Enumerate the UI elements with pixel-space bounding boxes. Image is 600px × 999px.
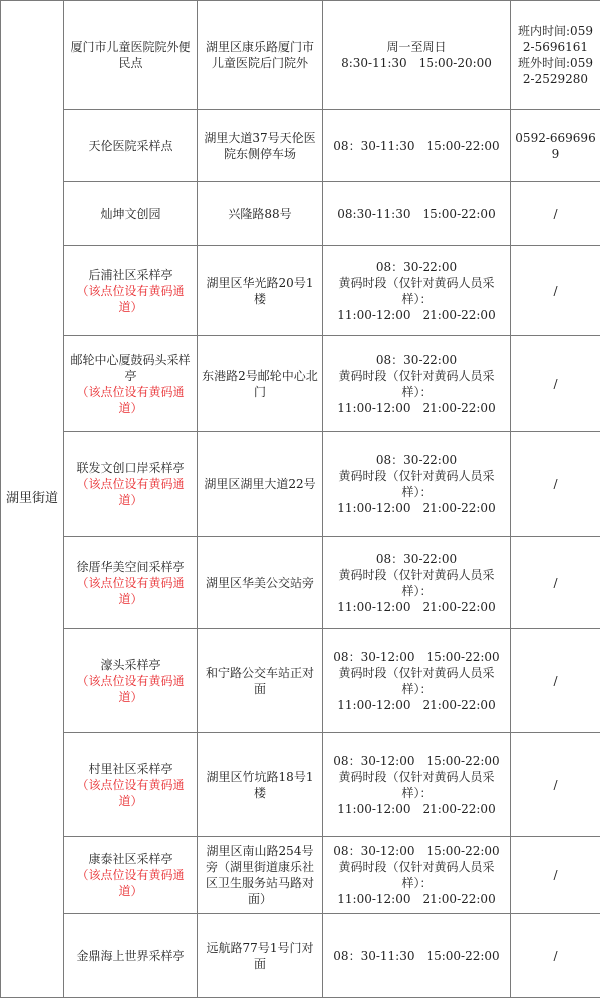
phone-line: 0592-6696969 (515, 130, 596, 161)
site-name-cell (64, 914, 198, 998)
hours-line: 11:00-12:00 21:00-22:00 (337, 801, 496, 816)
site-name-cell (64, 246, 198, 336)
phone-line: / (553, 206, 558, 221)
hours-line: 08：30-11:30 15:00-22:00 (333, 948, 500, 963)
hours-line: 8:30-11:30 15:00-20:00 (341, 56, 492, 70)
site-name: 徐厝华美空间采样亭 (76, 559, 185, 574)
hours-line: 08：30-12:00 15:00-22:00 (333, 844, 500, 858)
table-row (1, 1, 600, 110)
address-cell: 湖里大道37号天伦医院东侧停车场 (198, 110, 323, 182)
address-cell: 湖里区湖里大道22号 (198, 432, 323, 537)
hours-line: 08:30-11:30 15:00-22:00 (337, 206, 496, 221)
hours-cell (323, 914, 511, 998)
yellow-code-note: （该点位设有黄码通道） (76, 477, 185, 507)
phone-cell (511, 629, 600, 733)
site-name-cell (64, 537, 198, 629)
hours-cell (323, 837, 511, 914)
site-name: 后浦社区采样亭 (88, 267, 173, 282)
site-name-cell (64, 1, 198, 110)
yellow-code-note: （该点位设有黄码通道） (76, 777, 185, 808)
site-name-cell (64, 432, 198, 537)
hours-line: 黄码时段（仅针对黄码人员采样）： (338, 769, 495, 800)
hours-cell (323, 182, 511, 246)
phone-cell (511, 537, 600, 629)
site-name: 邮轮中心厦鼓码头采样亭 (70, 352, 191, 383)
phone-line: 班内时间:0592-5696161 (518, 24, 593, 54)
site-name: 村里社区采样亭 (88, 761, 173, 776)
hours-cell (323, 733, 511, 837)
site-name-cell (64, 629, 198, 733)
hours-line: 黄码时段（仅针对黄码人员采样）： (338, 275, 495, 306)
phone-line: / (553, 868, 558, 882)
address-cell: 兴隆路88号 (198, 182, 323, 246)
address-cell: 湖里区南山路254号旁（湖里街道康乐社区卫生服务站马路对面） (198, 837, 323, 914)
phone-line: / (553, 477, 558, 491)
hours-line: 黄码时段（仅针对黄码人员采样）： (338, 567, 495, 598)
phone-cell (511, 110, 600, 182)
hours-line: 08：30-22:00 (375, 551, 458, 566)
hours-cell (323, 432, 511, 537)
table-row (1, 537, 600, 629)
yellow-code-note: （该点位设有黄码通道） (76, 868, 185, 898)
hours-line: 黄码时段（仅针对黄码人员采样）： (338, 469, 495, 499)
site-name: 厦门市儿童医院院外便民点 (70, 40, 191, 70)
hours-line: 周一至周日 (386, 40, 447, 54)
hours-line: 黄码时段（仅针对黄码人员采样）： (338, 665, 495, 696)
hours-cell (323, 1, 511, 110)
site-name: 康泰社区采样亭 (88, 852, 173, 866)
hours-line: 08：30-22:00 (375, 453, 458, 467)
site-name: 天伦医院采样点 (88, 138, 173, 153)
phone-line: 班外时间:0592-2529280 (518, 56, 593, 86)
table-row (1, 246, 600, 336)
hours-line: 08：30-22:00 (375, 352, 458, 367)
phone-cell (511, 246, 600, 336)
phone-cell (511, 837, 600, 914)
yellow-code-note: （该点位设有黄码通道） (76, 283, 185, 314)
site-name-cell (64, 182, 198, 246)
table-body (1, 1, 600, 998)
hours-line: 黄码时段（仅针对黄码人员采样）： (338, 368, 495, 399)
phone-cell (511, 914, 600, 998)
yellow-code-note: （该点位设有黄码通道） (76, 673, 185, 704)
phone-line: / (553, 575, 558, 590)
phone-cell (511, 1, 600, 110)
phone-cell (511, 182, 600, 246)
site-name: 濠头采样亭 (100, 657, 161, 672)
yellow-code-note: （该点位设有黄码通道） (76, 384, 185, 415)
phone-cell (511, 336, 600, 432)
street-name-cell: 湖里街道 (1, 1, 64, 998)
site-name-cell (64, 110, 198, 182)
hours-line: 11:00-12:00 21:00-22:00 (337, 400, 496, 415)
address-cell: 和宁路公交车站正对面 (198, 629, 323, 733)
phone-cell (511, 733, 600, 837)
table-row (1, 182, 600, 246)
table-row (1, 432, 600, 537)
site-name: 联发文创口岸采样亭 (76, 461, 185, 475)
site-name-cell (64, 837, 198, 914)
address-cell: 湖里区康乐路厦门市儿童医院后门院外 (198, 1, 323, 110)
table-row (1, 110, 600, 182)
site-name: 金鼎海上世界采样亭 (76, 948, 185, 963)
hours-line: 11:00-12:00 21:00-22:00 (337, 697, 496, 712)
phone-line: / (553, 673, 558, 688)
address-cell: 湖里区华光路20号1楼 (198, 246, 323, 336)
table-row (1, 837, 600, 914)
hours-cell (323, 537, 511, 629)
hours-cell (323, 336, 511, 432)
phone-line: / (553, 283, 558, 298)
address-cell: 东港路2号邮轮中心北门 (198, 336, 323, 432)
hours-line: 08：30-11:30 15:00-22:00 (333, 138, 500, 153)
hours-line: 黄码时段（仅针对黄码人员采样）： (338, 860, 495, 890)
hours-cell (323, 246, 511, 336)
site-name: 灿坤文创园 (100, 206, 161, 221)
address-cell: 湖里区华美公交站旁 (198, 537, 323, 629)
hours-line: 08：30-12:00 15:00-22:00 (333, 649, 500, 664)
phone-line: / (553, 376, 558, 391)
hours-line: 11:00-12:00 21:00-22:00 (337, 501, 496, 515)
table-row (1, 336, 600, 432)
phone-line: / (553, 777, 558, 792)
address-cell: 远航路77号1号门对面 (198, 914, 323, 998)
table-row (1, 629, 600, 733)
hours-line: 08：30-12:00 15:00-22:00 (333, 753, 500, 768)
site-name-cell (64, 733, 198, 837)
hours-cell (323, 110, 511, 182)
yellow-code-note: （该点位设有黄码通道） (76, 575, 185, 606)
hours-cell (323, 629, 511, 733)
hours-line: 11:00-12:00 21:00-22:00 (337, 599, 496, 614)
hours-line: 08：30-22:00 (375, 259, 458, 274)
table-row (1, 733, 600, 837)
address-cell: 湖里区竹坑路18号1楼 (198, 733, 323, 837)
hours-line: 11:00-12:00 21:00-22:00 (337, 892, 496, 906)
site-name-cell (64, 336, 198, 432)
phone-line: / (553, 948, 558, 963)
table-row (1, 914, 600, 998)
hours-line: 11:00-12:00 21:00-22:00 (337, 307, 496, 322)
phone-cell (511, 432, 600, 537)
